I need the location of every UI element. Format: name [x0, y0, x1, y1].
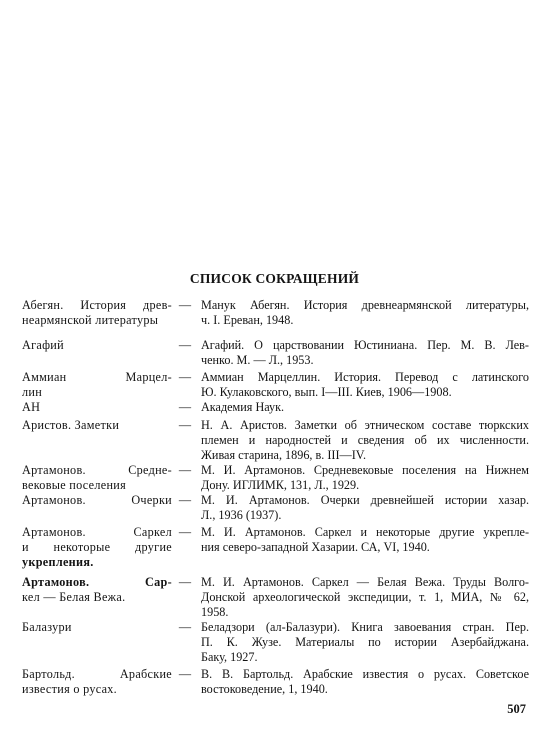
abbreviation-term	[22, 418, 172, 433]
abbreviation-expansion-line: М. И. Артамонов. Средневековые поселения на Нижнем	[201, 463, 529, 477]
abbreviation-expansion-line: Агафий. О царствовании Юстиниана. Пер. М. В. Лев-	[201, 338, 529, 352]
abbreviation-expansion-line: П. К. Жузе. Материалы по истории Азербайджана.	[201, 635, 529, 649]
abbreviation-expansion-line: Беладзори (ал-Балазури). Книга завоевания стран. Пер.	[201, 620, 529, 634]
abbreviation-term	[22, 400, 172, 415]
abbreviation-expansion	[201, 370, 529, 400]
abbreviation-term	[22, 525, 172, 570]
entry-dash: —	[178, 667, 192, 681]
entry-dash: —	[178, 575, 192, 589]
abbreviation-expansion-line: Дону. ИГЛИМК, 131, Л., 1929.	[201, 478, 360, 492]
abbreviation-term-line: АН	[22, 400, 41, 414]
abbreviation-term	[22, 620, 172, 635]
entry-dash: —	[178, 493, 192, 507]
abbreviation-expansion	[201, 667, 529, 697]
abbreviation-expansion	[201, 338, 529, 368]
abbreviation-term-line: укрепления.	[22, 555, 94, 569]
abbreviation-expansion-line: Н. А. Аристов. Заметки об этническом составе тюркских	[201, 418, 529, 432]
abbreviation-expansion	[201, 620, 529, 665]
abbreviation-expansion-line: ч. I. Ереван, 1948.	[201, 313, 294, 327]
abbreviation-expansion	[201, 493, 529, 523]
abbreviation-expansion-line: ченко. М. — Л., 1953.	[201, 353, 314, 367]
entry-dash: —	[178, 400, 192, 414]
abbreviation-expansion-line: ния северо-западной Хазарии. СА, VI, 1940.	[201, 540, 430, 554]
entry-dash: —	[178, 418, 192, 432]
abbreviation-expansion-line: В. В. Бартольд. Арабские известия о русах. Советское	[201, 667, 529, 681]
abbreviation-term	[22, 370, 172, 400]
entry-dash: —	[178, 463, 192, 477]
abbreviation-term	[22, 667, 172, 697]
page-number: 507	[507, 702, 526, 716]
entry-dash: —	[178, 370, 192, 384]
abbreviation-term-line: Абегян. История древ-	[22, 298, 172, 312]
abbreviation-expansion-line: М. И. Артамонов. Саркел и некоторые другие укрепле-	[201, 525, 529, 539]
abbreviation-expansion-line: племен и народностей и сведения об их численности.	[201, 433, 529, 447]
abbreviation-expansion	[201, 575, 529, 620]
abbreviation-term-line: вековые поселения	[22, 478, 127, 492]
abbreviation-term	[22, 298, 172, 328]
abbreviation-term-line: Артамонов. Сар-	[22, 575, 172, 589]
abbreviation-term	[22, 575, 172, 605]
abbreviation-term-line: Артамонов. Саркел	[22, 525, 172, 539]
abbreviation-expansion-line: востоковедение, 1, 1940.	[201, 682, 328, 696]
abbreviation-term	[22, 463, 172, 493]
abbreviation-expansion	[201, 525, 529, 555]
abbreviation-term-line: неармянской литературы	[22, 313, 159, 327]
abbreviation-term	[22, 493, 172, 508]
abbreviation-expansion-line: Донской археологической экспедиции, т. 1, МИА, № 62,	[201, 590, 529, 604]
abbreviation-term	[22, 338, 172, 353]
entry-dash: —	[178, 525, 192, 539]
abbreviation-term-line: Аристов. Заметки	[22, 418, 120, 432]
abbreviation-term-line: Артамонов. Очерки	[22, 493, 172, 507]
abbreviation-term-line: Аммиан Марцел-	[22, 370, 172, 384]
abbreviation-term-line: Балазури	[22, 620, 72, 634]
abbreviation-term-line: известия о русах.	[22, 682, 118, 696]
abbreviation-term-line: Артамонов. Средне-	[22, 463, 172, 477]
abbreviation-expansion-line: М. И. Артамонов. Саркел — Белая Вежа. Труды Волго-	[201, 575, 529, 589]
abbreviation-term-line: Агафий	[22, 338, 64, 352]
abbreviation-term-line: Бартольд. Арабские	[22, 667, 172, 681]
entry-dash: —	[178, 338, 192, 352]
abbreviation-expansion-line: Аммиан Марцеллин. История. Перевод с латинского	[201, 370, 529, 384]
abbreviation-expansion	[201, 418, 529, 463]
abbreviation-expansion-line: 1958.	[201, 605, 229, 619]
abbreviation-term-line: лин	[22, 385, 43, 399]
entry-dash: —	[178, 620, 192, 634]
abbreviation-expansion-line: Академия Наук.	[201, 400, 285, 414]
abbreviation-expansion	[201, 463, 529, 493]
abbreviation-expansion	[201, 400, 529, 415]
page-title: СПИСОК СОКРАЩЕНИЙ	[189, 271, 360, 286]
abbreviation-expansion-line: Живая старина, 1896, в. III—IV.	[201, 448, 367, 462]
abbreviation-expansion-line: Манук Абегян. История древнеармянской литературы,	[201, 298, 529, 312]
abbreviation-expansion	[201, 298, 529, 328]
abbreviation-expansion-line: М. И. Артамонов. Очерки древнейшей истории хазар.	[201, 493, 529, 507]
abbreviation-expansion-line: Л., 1936 (1937).	[201, 508, 282, 522]
abbreviation-expansion-line: Баку, 1927.	[201, 650, 258, 664]
entry-dash: —	[178, 298, 192, 312]
abbreviation-term-line: кел — Белая Вежа.	[22, 590, 126, 604]
abbreviation-expansion-line: Ю. Кулаковского, вып. I—III. Киев, 1906—1908.	[201, 385, 452, 399]
abbreviation-term-line: и некоторые другие	[22, 540, 172, 554]
